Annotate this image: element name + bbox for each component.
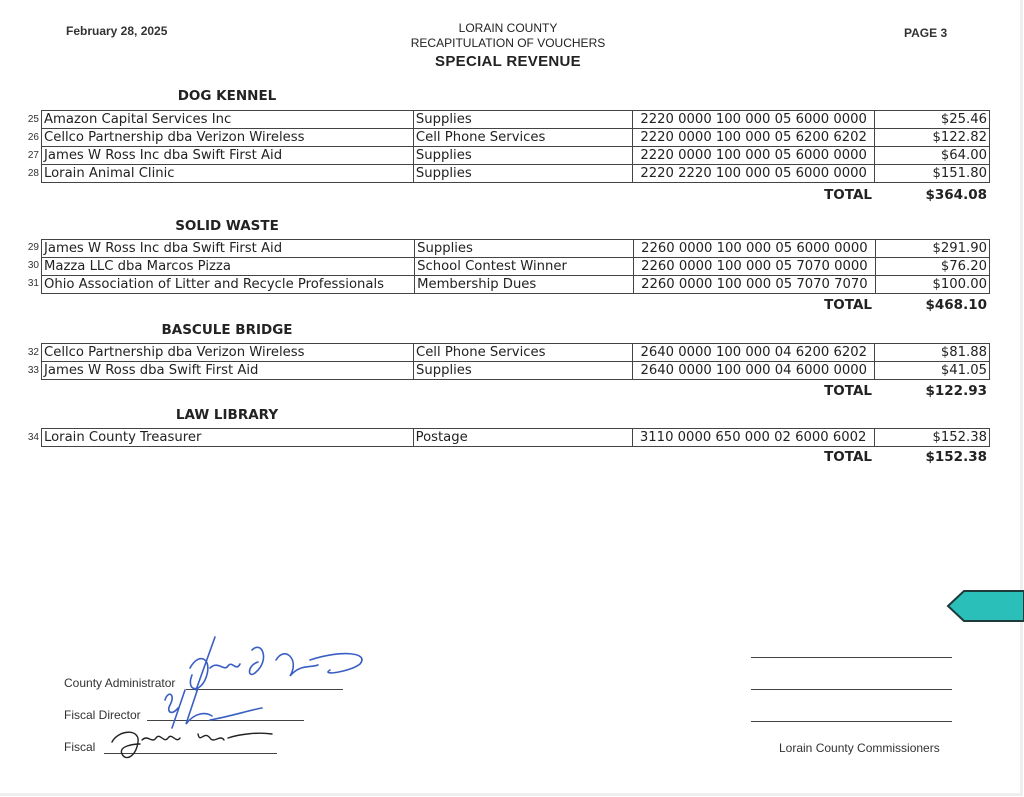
county-administrator-signature xyxy=(190,637,362,690)
row-number: 33 xyxy=(27,365,39,376)
county-administrator-label: County Administrator xyxy=(64,676,176,690)
description-cell: Cell Phone Services xyxy=(413,129,632,147)
row-number: 29 xyxy=(27,242,39,253)
row-number: 27 xyxy=(27,150,39,161)
account-cell: 2640 0000 100 000 04 6200 6202 xyxy=(633,344,875,362)
vendor-cell: Cellco Partnership dba Verizon Wireless xyxy=(42,129,414,147)
fiscal-director-signature-line xyxy=(147,720,304,721)
amount-cell: $100.00 xyxy=(875,276,989,294)
section-total-bascule-bridge: $122.93 xyxy=(925,383,987,399)
bookmark-tab-icon xyxy=(946,588,1024,624)
fiscal-label: Fiscal xyxy=(64,740,96,754)
description-cell: Cell Phone Services xyxy=(413,344,632,362)
row-number: 25 xyxy=(27,114,39,125)
row-number: 31 xyxy=(27,278,39,289)
total-label: TOTAL xyxy=(824,383,872,399)
amount-cell: $151.80 xyxy=(875,165,990,183)
fiscal-director-signature xyxy=(165,688,262,728)
voucher-table-law-library xyxy=(41,428,990,447)
account-cell: 2220 2220 100 000 05 6000 0000 xyxy=(633,165,875,183)
commissioner-signature-line-1 xyxy=(751,657,952,658)
vendor-cell: Ohio Association of Litter and Recycle Professionals xyxy=(42,276,415,294)
vendor-cell: James W Ross Inc dba Swift First Aid xyxy=(42,147,414,165)
vendor-cell: James W Ross Inc dba Swift First Aid xyxy=(42,240,415,258)
section-title-solid-waste: SOLID WASTE xyxy=(175,218,279,234)
page-number: PAGE 3 xyxy=(904,26,948,40)
fiscal-director-label: Fiscal Director xyxy=(64,708,141,722)
section-title-bascule-bridge: BASCULE BRIDGE xyxy=(161,322,293,338)
commissioners-label: Lorain County Commissioners xyxy=(779,741,940,755)
section-total-law-library: $152.38 xyxy=(925,449,987,465)
section-title-law-library: LAW LIBRARY xyxy=(175,407,279,423)
description-cell: Supplies xyxy=(413,362,632,380)
table-row xyxy=(42,129,990,147)
account-cell: 2260 0000 100 000 05 6000 0000 xyxy=(634,240,876,258)
amount-cell: $25.46 xyxy=(875,111,990,129)
county-name: LORAIN COUNTY xyxy=(458,21,558,35)
total-label: TOTAL xyxy=(824,187,872,203)
table-row xyxy=(42,147,990,165)
vendor-cell: Lorain County Treasurer xyxy=(42,429,414,447)
report-date: February 28, 2025 xyxy=(66,24,168,38)
section-total-solid-waste: $468.10 xyxy=(925,297,987,313)
amount-cell: $291.90 xyxy=(875,240,989,258)
commissioner-signature-line-2 xyxy=(751,689,952,690)
account-cell: 2220 0000 100 000 05 6000 0000 xyxy=(633,111,875,129)
voucher-table-dog-kennel xyxy=(41,110,990,183)
account-cell: 2640 0000 100 000 04 6000 0000 xyxy=(633,362,875,380)
report-title: RECAPITULATION OF VOUCHERS xyxy=(410,36,606,50)
account-cell: 2260 0000 100 000 05 7070 0000 xyxy=(634,258,876,276)
description-cell: School Contest Winner xyxy=(415,258,634,276)
account-cell: 2220 0000 100 000 05 6000 0000 xyxy=(633,147,875,165)
description-cell: Supplies xyxy=(413,111,632,129)
section-title-dog-kennel: DOG KENNEL xyxy=(177,88,277,104)
row-number: 28 xyxy=(27,168,39,179)
amount-cell: $76.20 xyxy=(875,258,989,276)
table-row xyxy=(42,362,990,380)
amount-cell: $81.88 xyxy=(875,344,990,362)
amount-cell: $122.82 xyxy=(875,129,990,147)
commissioner-signature-line-3 xyxy=(751,721,952,722)
row-number: 26 xyxy=(27,132,39,143)
table-row xyxy=(42,429,990,447)
fiscal-signature-line xyxy=(104,753,277,754)
row-number: 30 xyxy=(27,260,39,271)
table-row xyxy=(42,276,990,294)
row-number: 32 xyxy=(27,347,39,358)
table-row xyxy=(42,344,990,362)
description-cell: Membership Dues xyxy=(415,276,634,294)
account-cell: 2220 0000 100 000 05 6200 6202 xyxy=(633,129,875,147)
amount-cell: $41.05 xyxy=(875,362,990,380)
fund-group-title: SPECIAL REVENUE xyxy=(435,53,581,70)
account-cell: 2260 0000 100 000 05 7070 7070 xyxy=(634,276,876,294)
total-label: TOTAL xyxy=(824,449,872,465)
description-cell: Supplies xyxy=(413,147,632,165)
total-label: TOTAL xyxy=(824,297,872,313)
row-number: 34 xyxy=(27,432,39,443)
county-administrator-signature-line xyxy=(186,689,343,690)
voucher-table-solid-waste xyxy=(41,239,990,294)
section-total-dog-kennel: $364.08 xyxy=(925,187,987,203)
vendor-cell: Amazon Capital Services Inc xyxy=(42,111,414,129)
description-cell: Supplies xyxy=(415,240,634,258)
description-cell: Postage xyxy=(413,429,632,447)
vendor-cell: James W Ross dba Swift First Aid xyxy=(42,362,414,380)
table-row xyxy=(42,165,990,183)
vendor-cell: Mazza LLC dba Marcos Pizza xyxy=(42,258,415,276)
voucher-table-bascule-bridge xyxy=(41,343,990,380)
vendor-cell: Cellco Partnership dba Verizon Wireless xyxy=(42,344,414,362)
table-row xyxy=(42,240,990,258)
description-cell: Supplies xyxy=(413,165,632,183)
table-row xyxy=(42,111,990,129)
amount-cell: $152.38 xyxy=(874,429,989,447)
amount-cell: $64.00 xyxy=(875,147,990,165)
account-cell: 3110 0000 650 000 02 6000 6002 xyxy=(632,429,874,447)
vendor-cell: Lorain Animal Clinic xyxy=(42,165,414,183)
table-row xyxy=(42,258,990,276)
